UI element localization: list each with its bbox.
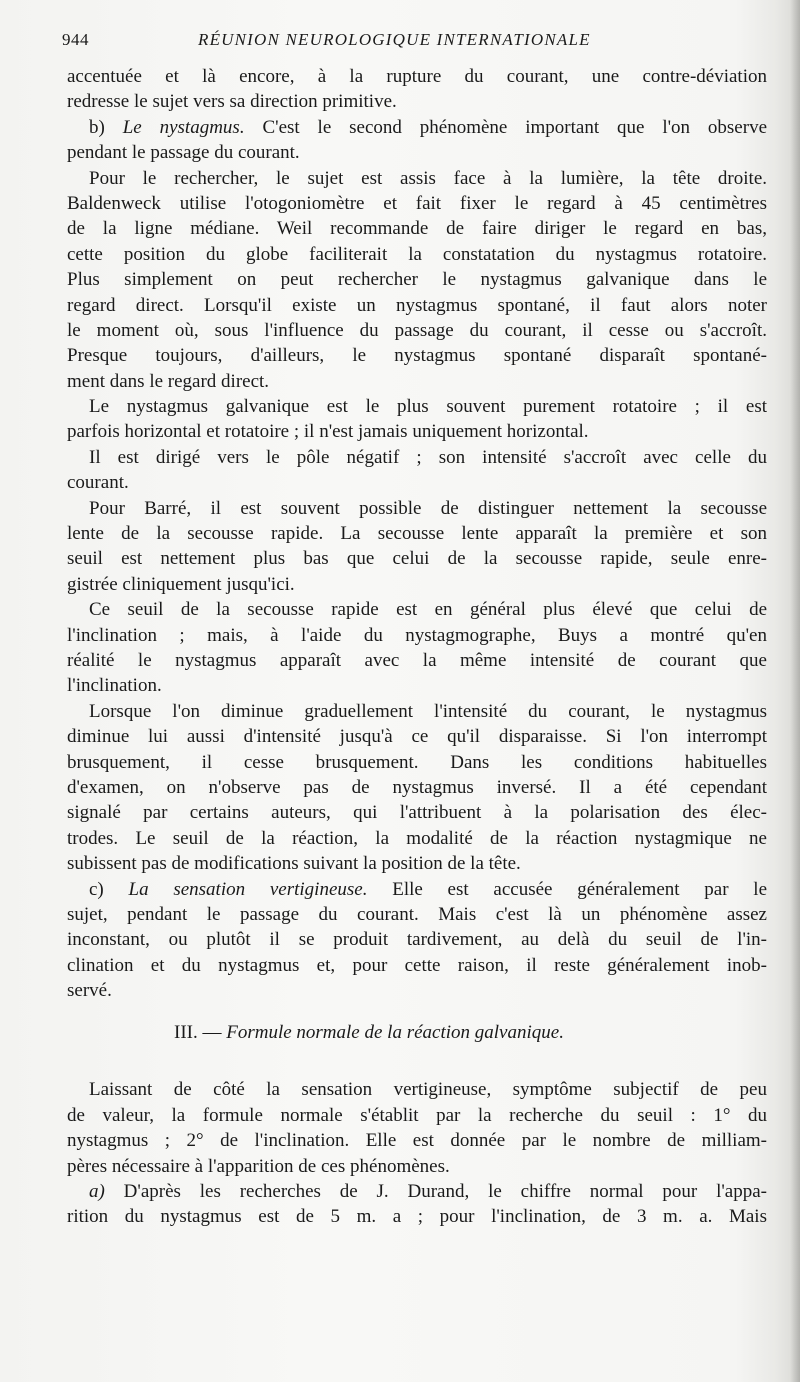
text-line: signalé par certains auteurs, qui l'attribuent à la polarisation des élec- — [67, 802, 767, 824]
item-c-text: Elle est accusée généralement par le — [392, 878, 768, 900]
item-a-marker: a) — [89, 1181, 105, 1203]
text-line: Le nystagmus galvanique est le plus souvent purement rotatoire ; il est — [89, 396, 767, 418]
text-line: rition du nystagmus est de 5 m. a ; pour l'inclination, de 3 m. a. Mais — [67, 1206, 767, 1228]
text-line: gistrée cliniquement jusqu'ici. — [67, 573, 295, 595]
text-line: ment dans le regard direct. — [67, 370, 270, 392]
item-b-marker: b) — [89, 116, 105, 138]
page-edge-shadow — [790, 0, 800, 1382]
text-line: de valeur, la formule normale s'établit par la recherche du seuil : 1° du — [67, 1104, 767, 1126]
text-line: de la ligne médiane. Weil recommande de faire diriger le regard en bas, — [67, 218, 767, 240]
text-line: pères nécessaire à l'apparition de ces phénomènes. — [67, 1155, 450, 1177]
text-line: Presque toujours, d'ailleurs, le nystagmus spontané disparaît spontané- — [67, 345, 767, 367]
text-line: Pour Barré, il est souvent possible de distinguer nettement la secousse — [89, 497, 767, 519]
text-line: nystagmus ; 2° de l'inclination. Elle est donnée par le nombre de milliam- — [67, 1130, 767, 1152]
text-line: courant. — [67, 472, 129, 494]
text-line: subissent pas de modifications suivant la position de la tête. — [67, 853, 521, 875]
page-number: 944 — [62, 30, 89, 49]
text-line: brusquement, il cesse brusquement. Dans les conditions habituelles — [67, 751, 767, 773]
text-line: cette position du globe faciliterait la constatation du nystagmus rotatoire. — [67, 243, 767, 265]
text-line: Lorsque l'on diminue graduellement l'intensité du courant, le nystagmus — [89, 700, 767, 722]
item-c-heading-line — [67, 877, 767, 902]
running-title: RÉUNION NEUROLOGIQUE INTERNATIONALE — [198, 30, 591, 49]
text-line: Baldenweck utilise l'otogoniomètre et fait fixer le regard à 45 centimètres — [67, 192, 767, 214]
text-line: trodes. Le seuil de la réaction, la modalité de la réaction nystagmique ne — [67, 827, 767, 849]
item-b-text: C'est le second phénomène important que l'on observe — [262, 116, 767, 138]
text-line: servé. — [67, 980, 112, 1002]
section-title: Formule normale de la réaction galvanique. — [226, 1022, 564, 1044]
text-line: redresse le sujet vers sa direction primitive. — [67, 91, 397, 113]
text-line: réalité le nystagmus apparaît avec la même intensité de courant que — [67, 649, 767, 671]
text-line: clination et du nystagmus et, pour cette raison, il reste généralement inob- — [67, 954, 767, 976]
text-line: diminue lui aussi d'intensité jusqu'à ce qu'il disparaisse. Si l'on interrompt — [67, 726, 767, 748]
text-line: d'examen, on n'observe pas de nystagmus inversé. Il a été cependant — [67, 776, 767, 798]
text-line: parfois horizontal et rotatoire ; il n'est jamais uniquement horizontal. — [67, 421, 589, 443]
text-line: l'inclination. — [67, 675, 162, 697]
item-b-heading-line — [67, 115, 767, 140]
page-header — [62, 30, 762, 54]
item-c-title: La sensation vertigineuse. — [128, 878, 368, 900]
item-b-title: Le nystagmus. — [122, 116, 245, 138]
text-line: Laissant de côté la sensation vertigineuse, symptôme subjectif de peu — [89, 1079, 767, 1101]
section-numeral: III. — — [174, 1022, 222, 1044]
item-a-text: D'après les recherches de J. Durand, le chiffre normal pour l'appa- — [123, 1181, 767, 1203]
text-line: le moment où, sous l'influence du passage du courant, il cesse ou s'accroît. — [67, 319, 767, 341]
text-line: inconstant, ou plutôt il se produit tardivement, au delà du seuil de l'in- — [67, 929, 767, 951]
text-line: sujet, pendant le passage du courant. Mais c'est là un phénomène assez — [67, 903, 767, 925]
item-a-heading-line — [67, 1179, 767, 1204]
item-c-marker: c) — [89, 878, 104, 900]
text-line: regard direct. Lorsqu'il existe un nystagmus spontané, il faut alors noter — [67, 294, 767, 316]
text-line: Pour le rechercher, le sujet est assis face à la lumière, la tête droite. — [89, 167, 767, 189]
section-heading — [67, 1003, 767, 1063]
text-line: Il est dirigé vers le pôle négatif ; son intensité s'accroît avec celle du — [89, 446, 767, 468]
text-line: Ce seuil de la secousse rapide est en général plus élevé que celui de — [89, 599, 767, 621]
text-line: l'inclination ; mais, à l'aide du nystagmographe, Buys a montré qu'en — [67, 624, 767, 646]
text-line: accentuée et là encore, à la rupture du courant, une contre-déviation — [67, 66, 767, 87]
body-text — [67, 64, 767, 1230]
text-line: lente de la secousse rapide. La secousse lente apparaît la première et son — [67, 523, 767, 545]
text-line: pendant le passage du courant. — [67, 142, 300, 164]
text-line: seuil est nettement plus bas que celui de la secousse rapide, seule enre- — [67, 548, 767, 570]
spacer — [67, 1063, 767, 1077]
text-line: Plus simplement on peut rechercher le nystagmus galvanique dans le — [67, 269, 767, 291]
